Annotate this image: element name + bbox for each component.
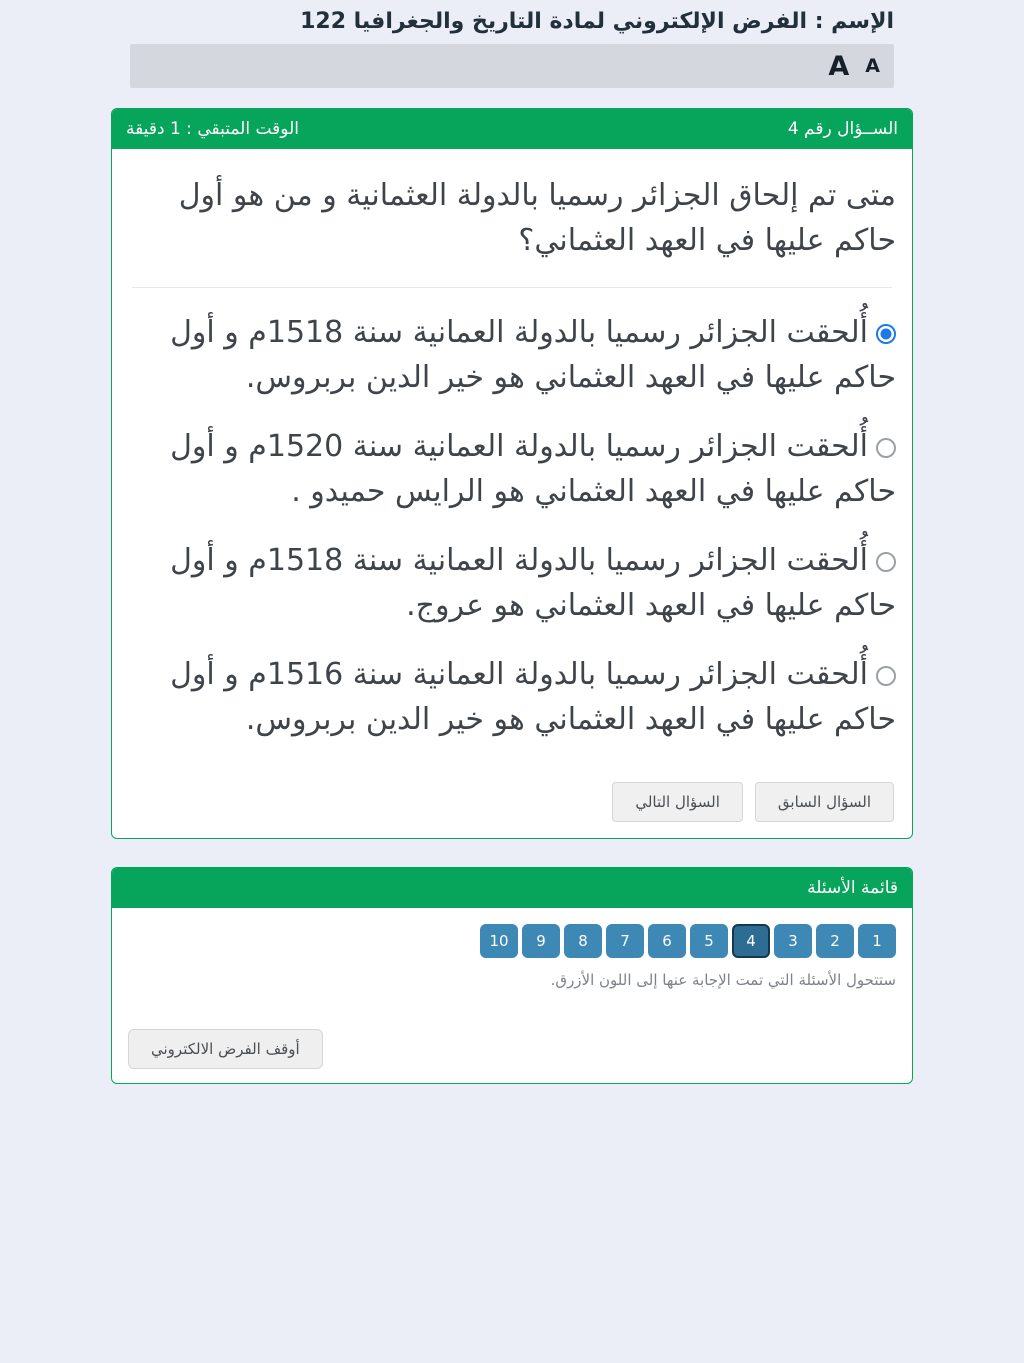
question-nav-buttons <box>128 782 896 822</box>
question-button-9[interactable]: 9 <box>522 924 560 958</box>
question-button-8[interactable]: 8 <box>564 924 602 958</box>
answer-option-text: أُلحقت الجزائر رسميا بالدولة العمانية سنة 1520م و أول حاكم عليها في العهد العثماني هو الرايس حميدو . <box>170 429 896 509</box>
questions-list-title: قائمة الأسئلة <box>807 878 898 898</box>
question-button-10[interactable]: 10 <box>480 924 518 958</box>
divider <box>132 287 892 288</box>
radio-button-icon[interactable] <box>876 666 896 686</box>
radio-button-icon[interactable] <box>876 324 896 344</box>
question-button-7[interactable]: 7 <box>606 924 644 958</box>
answered-hint-text: ستتحول الأسئلة التي تمت الإجابة عنها إلى اللون الأزرق. <box>550 971 896 989</box>
question-button-1[interactable]: 1 <box>858 924 896 958</box>
answer-option-1[interactable] <box>128 310 896 400</box>
next-question-button[interactable]: السؤال التالي <box>612 782 743 822</box>
page-title: الإسم : الفرض الإلكتروني لمادة التاريخ والجغرافيا 122 <box>300 9 894 34</box>
question-card-header <box>112 109 912 149</box>
answer-option-text: أُلحقت الجزائر رسميا بالدولة العمانية سنة 1516م و أول حاكم عليها في العهد العثماني هو خير الدين بربروس. <box>170 657 896 737</box>
questions-list-card <box>111 867 913 1084</box>
answer-option-text: أُلحقت الجزائر رسميا بالدولة العمانية سنة 1518م و أول حاكم عليها في العهد العثماني هو خير الدين بربروس. <box>170 315 896 395</box>
font-decrease-button[interactable]: A <box>865 54 880 77</box>
time-remaining-label: الوقت المتبقي : 1 دقيقة <box>126 119 299 139</box>
question-button-3[interactable]: 3 <box>774 924 812 958</box>
font-increase-button[interactable]: A <box>828 50 850 82</box>
question-button-2[interactable]: 2 <box>816 924 854 958</box>
question-number-label: الســؤال رقم 4 <box>787 119 898 139</box>
previous-question-button[interactable]: السؤال السابق <box>755 782 894 822</box>
stop-quiz-row <box>128 1029 896 1069</box>
radio-button-icon[interactable] <box>876 438 896 458</box>
question-number-buttons <box>128 924 896 958</box>
questions-list-body <box>112 908 912 1083</box>
question-button-4[interactable]: 4 <box>732 924 770 958</box>
answer-option-4[interactable] <box>128 652 896 742</box>
question-button-6[interactable]: 6 <box>648 924 686 958</box>
question-card-body <box>112 149 912 838</box>
font-size-toolbar <box>130 44 894 88</box>
question-card <box>111 108 913 839</box>
questions-list-header <box>112 868 912 908</box>
question-text: متى تم إلحاق الجزائر رسميا بالدولة العثمانية و من هو أول حاكم عليها في العهد العثماني؟ <box>178 178 896 258</box>
answer-option-text: أُلحقت الجزائر رسميا بالدولة العمانية سنة 1518م و أول حاكم عليها في العهد العثماني هو عروج. <box>170 543 896 623</box>
stop-quiz-button[interactable]: أوقف الفرض الالكتروني <box>128 1029 323 1069</box>
radio-button-icon[interactable] <box>876 552 896 572</box>
answer-option-3[interactable] <box>128 538 896 628</box>
answer-option-2[interactable] <box>128 424 896 514</box>
question-button-5[interactable]: 5 <box>690 924 728 958</box>
